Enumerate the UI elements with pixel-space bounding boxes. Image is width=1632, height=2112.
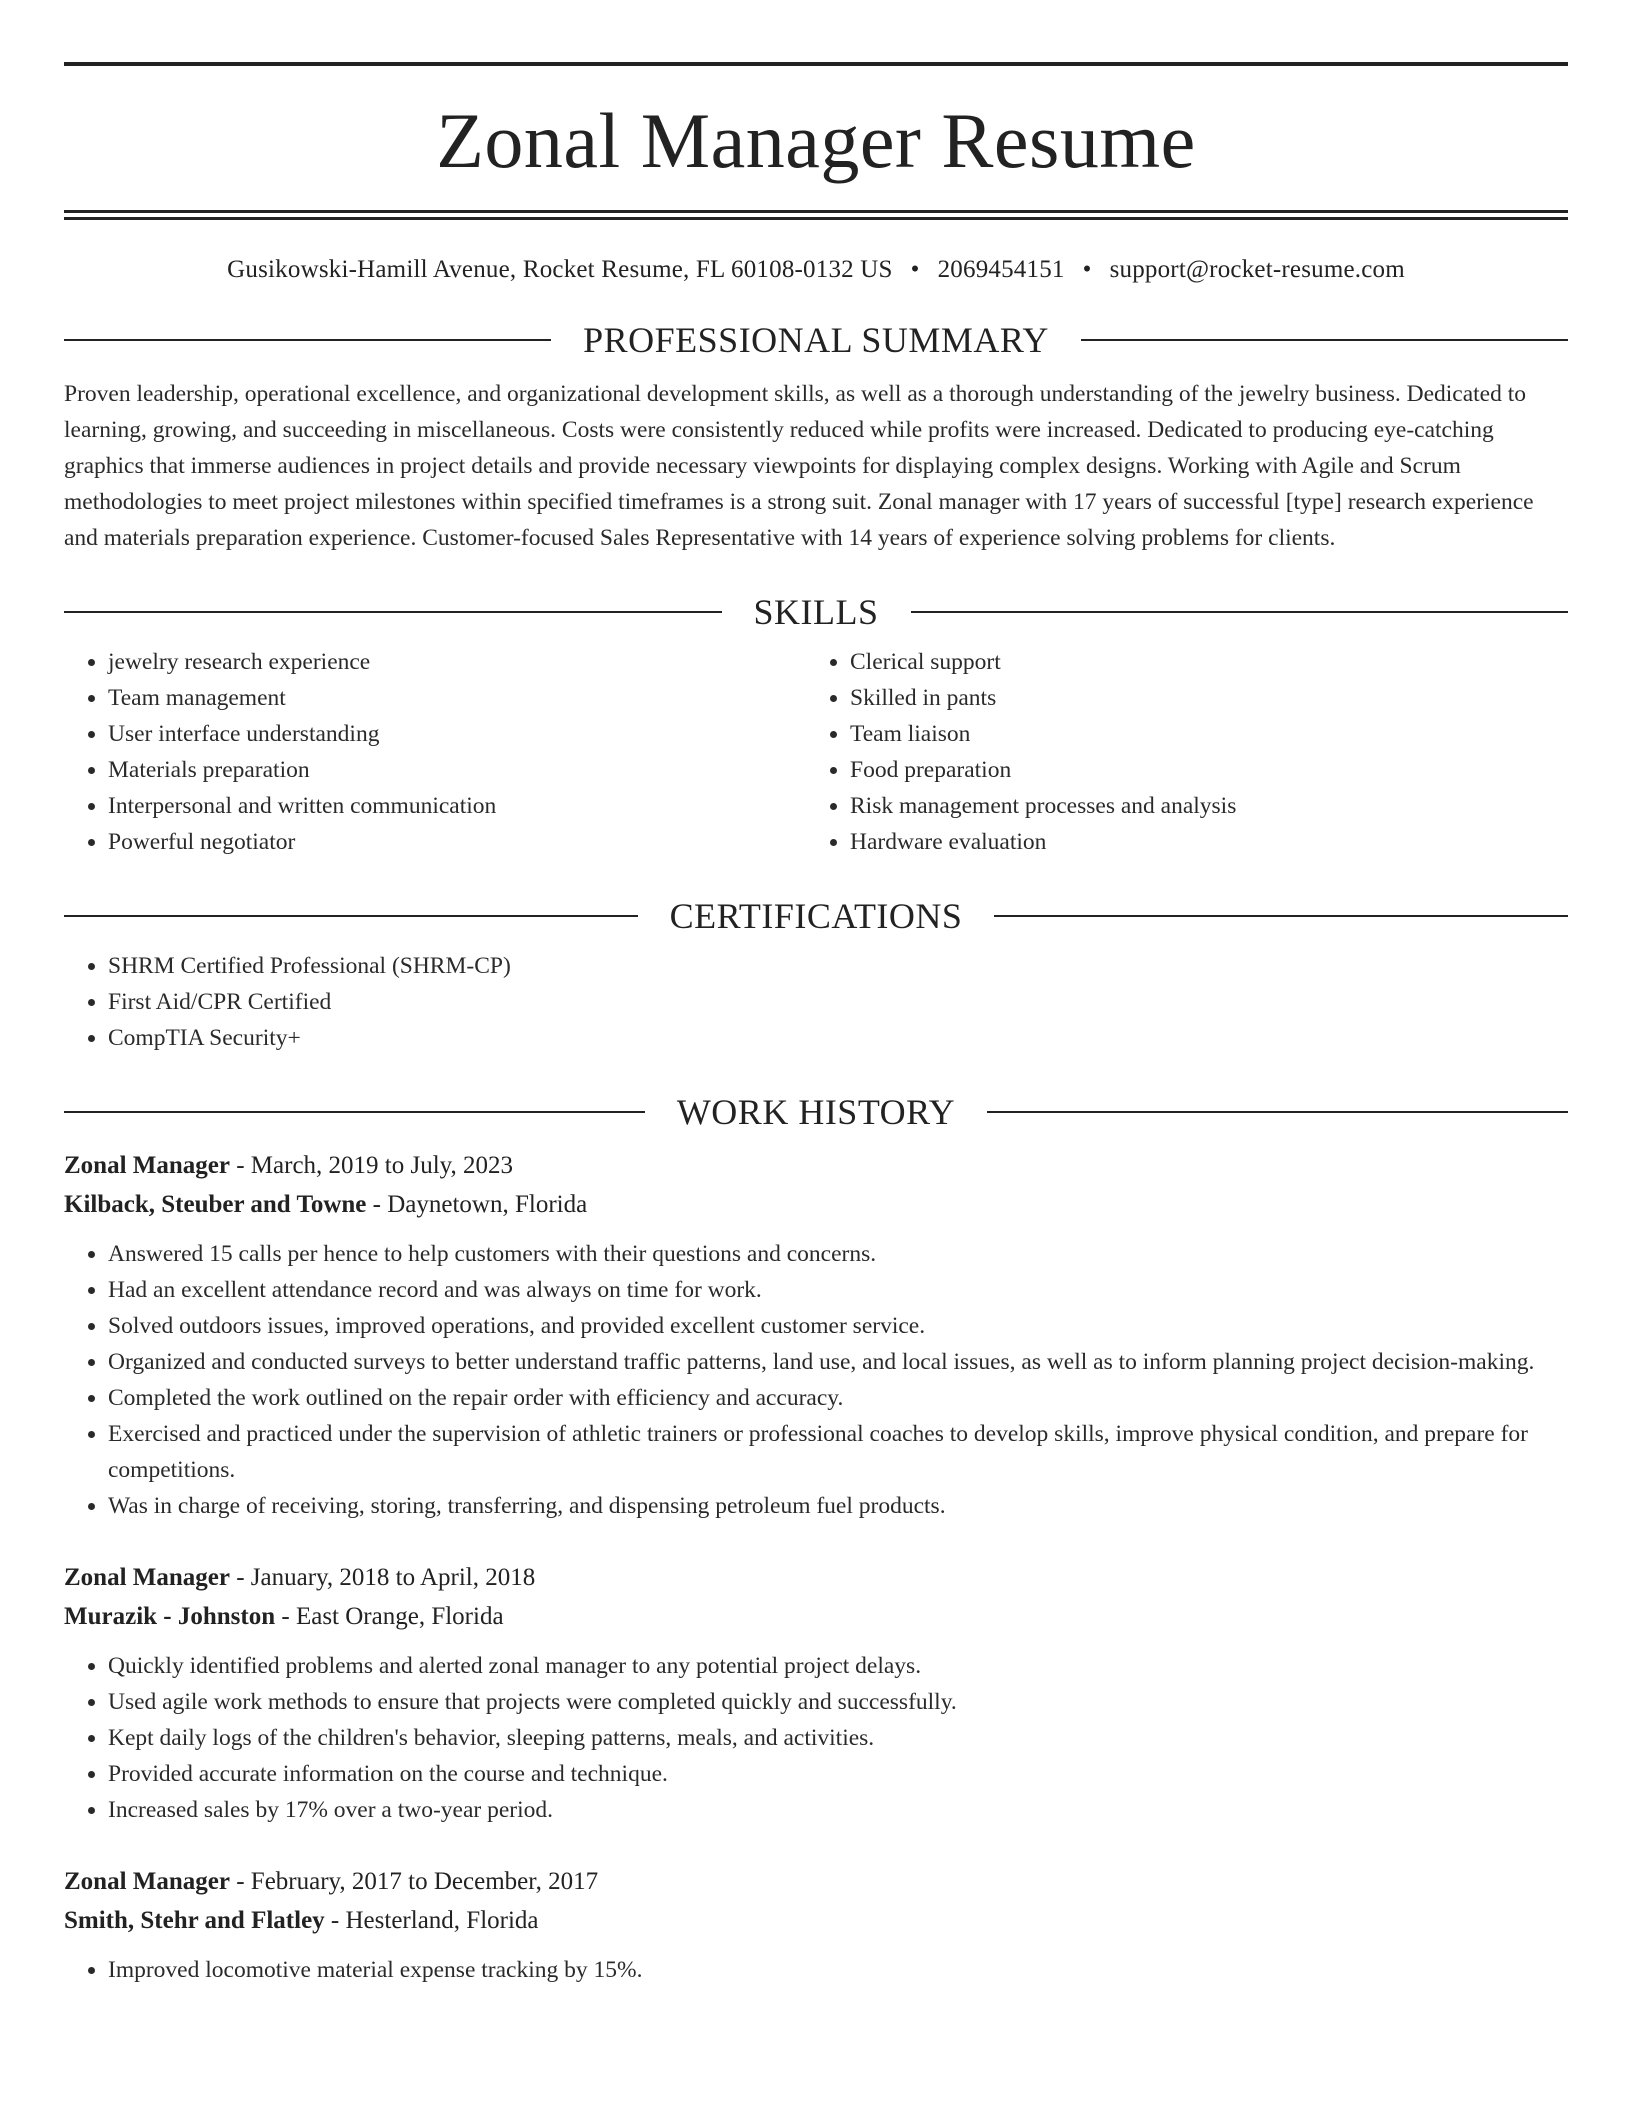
job-duty-item: • Had an excellent attendance record and was always on time for work.: [108, 1272, 1568, 1308]
job-dates: - January, 2018 to April, 2018: [229, 1564, 536, 1591]
job-duty-item: • Answered 15 calls per hence to help customers with their questions and concerns.: [108, 1236, 1568, 1272]
skill-item: • Materials preparation: [108, 752, 806, 788]
job-company-line: [64, 1901, 1568, 1940]
job-duty-item: • Exercised and practiced under the supervision of athletic trainers or professional coaches to develop skills, improve physical condition, and prepare for competitions.: [108, 1416, 1568, 1488]
section-heading-work-history: [64, 1094, 1568, 1130]
skills-list: [64, 644, 1568, 860]
contact-separator: •: [910, 256, 920, 283]
contact-address: Gusikowski-Hamill Avenue, Rocket Resume, FL 60108-0132 US: [227, 256, 893, 283]
job-company-line: [64, 1185, 1568, 1224]
section-heading-skills: [64, 594, 1568, 630]
divider: [1081, 339, 1568, 341]
job-duties-list: [64, 1236, 1568, 1524]
skills-column-left: [64, 644, 806, 860]
divider: [64, 339, 551, 341]
job-company: Smith, Stehr and Flatley: [64, 1907, 325, 1934]
skills-left-list: [64, 644, 806, 860]
skill-item: • Food preparation: [850, 752, 1548, 788]
divider: [64, 915, 638, 917]
divider: [64, 1111, 645, 1113]
work-history-list: [64, 1146, 1568, 1988]
job-company-line: [64, 1597, 1568, 1636]
divider: [64, 611, 722, 613]
skill-item: • Skilled in pants: [850, 680, 1548, 716]
job-duty-item: • Organized and conducted surveys to better understand traffic patterns, land use, and local issues, as well as to inform planning project decision-making.: [108, 1344, 1568, 1380]
job-dates: - March, 2019 to July, 2023: [229, 1152, 514, 1179]
job-duty-item: • Improved locomotive material expense tracking by 15%.: [108, 1952, 1568, 1988]
section-title: PROFESSIONAL SUMMARY: [583, 320, 1049, 360]
job-duty-item: • Completed the work outlined on the repair order with efficiency and accuracy.: [108, 1380, 1568, 1416]
skills-right-list: [806, 644, 1548, 860]
job-duty-item: • Solved outdoors issues, improved operations, and provided excellent customer service.: [108, 1308, 1568, 1344]
job-location: - East Orange, Florida: [275, 1603, 504, 1630]
job-entry: [64, 1862, 1568, 1988]
section-heading-certifications: [64, 898, 1568, 934]
job-duties-list: [64, 1952, 1568, 1988]
job-duty-item: • Provided accurate information on the course and technique.: [108, 1756, 1568, 1792]
divider: [987, 1111, 1568, 1113]
certification-item: • CompTIA Security+: [108, 1020, 1568, 1056]
job-duty-item: • Kept daily logs of the children's behavior, sleeping patterns, meals, and activities.: [108, 1720, 1568, 1756]
job-title-line: [64, 1862, 1568, 1901]
job-location: - Hesterland, Florida: [324, 1907, 539, 1934]
divider: [911, 611, 1569, 613]
contact-email: support@rocket-resume.com: [1109, 256, 1405, 283]
job-dates: - February, 2017 to December, 2017: [229, 1868, 599, 1895]
contact-line: [64, 256, 1568, 284]
skill-item: • User interface understanding: [108, 716, 806, 752]
section-title: CERTIFICATIONS: [669, 896, 963, 936]
section-heading-summary: [64, 322, 1568, 358]
job-title-line: [64, 1558, 1568, 1597]
job-title-line: [64, 1146, 1568, 1185]
certifications-bullets: [64, 948, 1568, 1056]
skill-item: • Team management: [108, 680, 806, 716]
job-title: Zonal Manager: [64, 1868, 230, 1895]
job-company: Murazik - Johnston: [64, 1603, 276, 1630]
contact-separator: •: [1082, 256, 1092, 283]
job-company: Kilback, Steuber and Towne: [64, 1191, 367, 1218]
contact-phone: 2069454151: [937, 256, 1065, 283]
title-double-rule: [64, 210, 1568, 220]
skill-item: • Risk management processes and analysis: [850, 788, 1548, 824]
job-duty-item: • Increased sales by 17% over a two-year period.: [108, 1792, 1568, 1828]
skill-item: • Clerical support: [850, 644, 1548, 680]
skill-item: • Team liaison: [850, 716, 1548, 752]
skill-item: • Interpersonal and written communication: [108, 788, 806, 824]
resume-page: [64, 0, 1568, 1988]
skill-item: • Hardware evaluation: [850, 824, 1548, 860]
job-entry: [64, 1558, 1568, 1828]
certification-item: • First Aid/CPR Certified: [108, 984, 1568, 1020]
divider: [994, 915, 1568, 917]
job-duty-item: • Used agile work methods to ensure that projects were completed quickly and successfully.: [108, 1684, 1568, 1720]
job-location: - Daynetown, Florida: [366, 1191, 588, 1218]
skills-column-right: [806, 644, 1548, 860]
section-title: SKILLS: [753, 592, 879, 632]
job-title: Zonal Manager: [64, 1152, 230, 1179]
top-rule: [64, 62, 1568, 66]
job-duty-item: • Quickly identified problems and alerted zonal manager to any potential project delays.: [108, 1648, 1568, 1684]
certifications-list: [64, 948, 1568, 1056]
job-entry: [64, 1146, 1568, 1524]
skill-item: • Powerful negotiator: [108, 824, 806, 860]
summary-text: Proven leadership, operational excellence, and organizational development skills, as well as a thorough understanding of the jewelry business. Dedicated to learning, growing, and succeeding in miscellaneous. Costs were consistently reduced while profits were increased. Dedicated to producing eye-catching graphics that immerse audiences in project details and provide necessary viewpoints for displaying complex designs. Working with Agile and Scrum methodologies to meet project milestones within specified timeframes is a strong suit. Zonal manager with 17 years of successful [type] research experience and materials preparation experience. Customer-focused Sales Representative with 14 years of experience solving problems for clients.: [64, 381, 1534, 551]
certification-item: • SHRM Certified Professional (SHRM-CP): [108, 948, 1568, 984]
page-title: Zonal Manager Resume: [436, 97, 1196, 184]
job-duty-item: • Was in charge of receiving, storing, transferring, and dispensing petroleum fuel products.: [108, 1488, 1568, 1524]
skill-item: • jewelry research experience: [108, 644, 806, 680]
job-duties-list: [64, 1648, 1568, 1828]
section-title: WORK HISTORY: [676, 1092, 956, 1132]
job-title: Zonal Manager: [64, 1564, 230, 1591]
